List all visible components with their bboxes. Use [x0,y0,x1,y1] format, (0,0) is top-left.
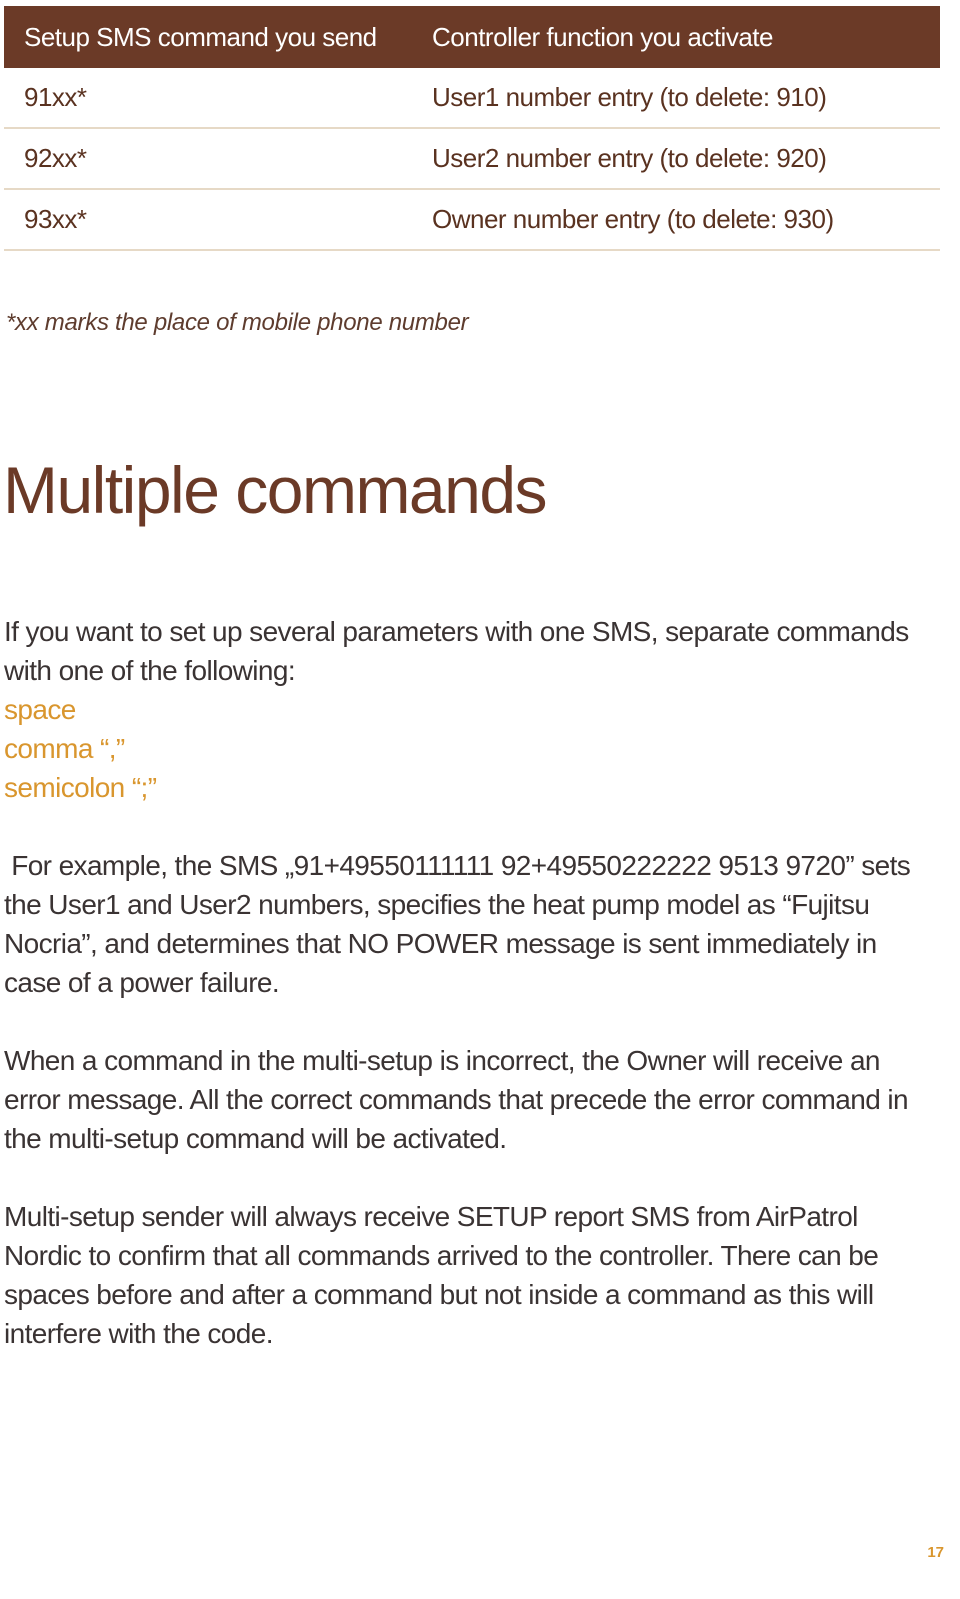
cell-function: User1 number entry (to delete: 910) [432,82,827,112]
intro-paragraph: If you want to set up several parameters with one SMS, separate commands with one of the following: [4,616,909,686]
separator-space: space [4,694,76,725]
cell-command: 91xx* [24,82,87,112]
section-title: Multiple commands [3,453,547,527]
table-row [4,190,940,251]
table-header [4,6,940,68]
table-row [4,68,940,129]
cell-function: Owner number entry (to delete: 930) [432,204,834,234]
example-paragraph: For example, the SMS „91+49550111111 92+49550222222 9513 9720” sets the User1 and User2 numbers, specifies the heat pump model as “Fujitsu Nocria”, and determines that NO POWER message is sent immediately in case of a power failure. [4,850,918,998]
sms-command-table [4,6,940,251]
separator-comma: comma “,” [4,733,125,764]
table-footnote: *xx marks the place of mobile phone number [6,309,469,336]
report-paragraph: Multi-setup sender will always receive SETUP report SMS from AirPatrol Nordic to confirm that all commands arrived to the controller. There can be spaces before and after a command but not inside a command as this will interfere with the code. [4,1201,879,1349]
table-row [4,129,940,190]
cell-command: 92xx* [24,143,87,173]
page-number: 17 [927,1544,944,1561]
cell-command: 93xx* [24,204,87,234]
cell-function: User2 number entry (to delete: 920) [432,143,827,173]
separator-semicolon: semicolon “;” [4,772,157,803]
error-paragraph: When a command in the multi-setup is incorrect, the Owner will receive an error message. All the correct commands that precede the error command in the multi-setup command will be activated. [4,1045,908,1154]
intro-block [4,612,940,807]
header-command: Setup SMS command you send [24,21,377,52]
header-function: Controller function you activate [432,21,773,52]
